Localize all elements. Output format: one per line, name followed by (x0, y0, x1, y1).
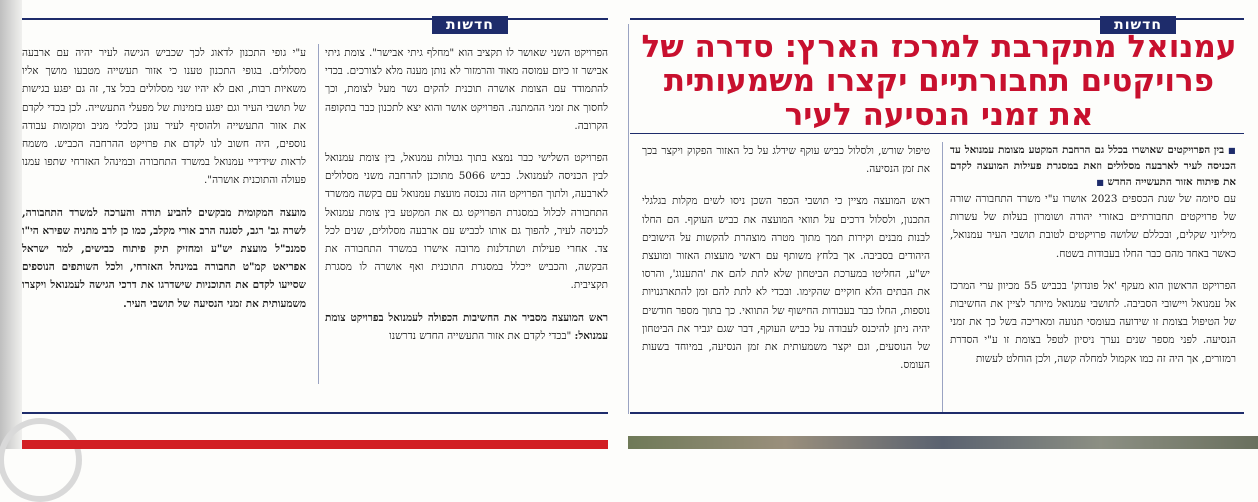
corner-stamp-graphic (0, 418, 82, 502)
bullet-icon: ■ (1096, 177, 1104, 187)
column-divider (942, 142, 943, 412)
paragraph: ראש המועצה מציין כי תושבי הכפר השכן ניסו לשים מקלות בגלגלי התכנון, ולסלול דרכים על תוואי המועצה את כביש העוקף. הם החלו לבנות מבנים וקירות תמך מתוך מטרה מוצהרת להקשות על הישובים היהודים בסביבה. אך בלחץ משותף עם ראשי מועצות האזור ומועצת יש"ע, החליטו במערכת הביטחון שלא לתת להם את 'התענוג', והרסו את הבתים הלא חוקיים שהקימו. ובכדי לא לתת להם זמן להתארגנויות נוספות, החלו כבר בעבודות החישוף של התוואי. כך בתוך מספר חודשים יהיה ניתן להיכנס לעבודה על כביש העוקף, דבר שגם יגביר את הביטחון של הנוסעים, וגם יקצר משמעותית את זמן הנסיעה, במיוחד בשעות העומס. (642, 195, 930, 372)
bottom-rule-right (630, 412, 1244, 414)
page-edge-shadow (0, 0, 22, 449)
next-article-banner (22, 440, 608, 449)
column-divider (628, 24, 629, 414)
section-tag-news-right: חדשות (1100, 16, 1176, 34)
lead-text: בין הפרויקטים שאושרו בכלל גם הרחבת המקטע מצומת עמנואל עד הכניסה לעיר לארבעה מסלולים וזאת במסגרת פעילות המועצה לקדם את פיתוח אזור התעשייה החדש (950, 144, 1236, 188)
article-column-4 (22, 44, 306, 327)
paragraph: טיפול שורש, ולסלול כביש עוקף שידלג על כל האזור הפקוק ויקצר בכך את זמן הנסיעה. (642, 145, 930, 176)
column-divider (318, 44, 319, 384)
article-column-2 (642, 142, 930, 388)
top-rule-left (22, 18, 608, 20)
article-column-1 (950, 190, 1236, 382)
bottom-rule-left (22, 412, 608, 414)
bullet-icon: ■ (1228, 145, 1236, 155)
section-tag-news-left: חדשות (432, 16, 508, 34)
paragraph: ע"י גופי התכנון לדאוג לכך שכביש הגישה לעיר יהיה עם ארבעה מסלולים. בגופי התכנון טענו כי אזור תעשייה מטבעו מושך אליו משאיות רבות, ואם לא יהיו שני מסלולים בכל צד, זה גם יפגע בגישות של תושבי העיר וגם יפגע בזמינות של מפעלי התעשייה. לכן בכדי לקדם את אזור התעשייה ולהוסיף לעיר עוגן כלכלי מניב ומקומות עבודה נוספים, היה חשוב לנו לקדם את פרויקט ההרחבה הכביש. משמח לראות שידידיי עמנואל במשרד התחבורה ובמינהל האזרחי שתפו עמנו פעולה והתוכנית אושרה". (22, 47, 306, 187)
aerial-photo (628, 436, 1258, 449)
article-lead (950, 142, 1236, 190)
paragraph-text: "בכדי לקדם את אזור התעשייה החדש נדרשנו (389, 329, 575, 342)
paragraph: עם סיומה של שנת הכספים 2023 אושרו ע"י משרד התחבורה שורה של פרויקטים תחבורתיים באזורי יהודה ושומרון בעלות של עשרות מיליוני שקלים, ובכללם שלושה פרויקטים לטובת תושבי העיר עמנואל, כאשר באחד מהם כבר החלו בעבודות בשטח. (950, 193, 1236, 260)
paragraph: הפרויקט השלישי כבר נמצא בתוך גבולות עמנואל, בין צומת עמנואל לבין הכניסה לעמנואל. כביש 5066 מתוכנן להרחבה משני מסלולים לארבעה, ולתוך הפרויקט הזה נכנסה מועצת עמנואל עם בקשה ממשרד התחבורה לכלול במסגרת הפרויקט גם את המקטע בין צומת עמנואל לכניסה לעיר, להפוך גם אותו לכביש עם ארבעה מסלולים, שנים לכל צד. אחרי פעילות ושתדלנות מרובה אישרו במשרד התחבורה את הבקשה, והכביש ייכלל במסגרת התוכנית ואף אושרה לו מסגרת תקציבית. (325, 152, 608, 292)
paragraph: הפרויקט הראשון הוא מעקף 'אל פונדוק' בכביש 55 מכיוון ערי המרכז אל עמנואל ויישובי הסביבה. לתושבי עמנואל מיותר לציין את החשיבות של הטיפול בצומת זו שידועה בעומסי תנועה ומאריכה בשל כך את זמני הנסיעה. לפני מספר שנים נערך ניסיון לטפל בצומת זו ע"י הסדרת רמזורים, אך היה זה כמו אקמול למחלה קשה, ולכן הוחלט לעשות (950, 279, 1236, 365)
bold-intro: ראש המועצה מסביר את החשיבות הכפולה לעמנואל בפרויקט צומת עמנואל: (325, 311, 608, 342)
paragraph (325, 309, 608, 345)
article-column-3 (325, 44, 608, 359)
headline-rule (630, 133, 1244, 134)
thanks-paragraph: מועצה המקומית מבקשים להביע תודה והערכה למשרד התחבורה, לשרה גב' רגב, לסגנה הרב אורי מקלב, כמו כן לרב מתניה שפירא הי"ו סמנכ"ל מועצת יש"ע ומחזיק תיק פיתוח כבישים, למר ישראל אפריאט קמ"ט תחבורה במינהל האזרחי, ולכל השותפים הנוספים שסייעו לקדם את התוכניות שישדרגו את דרכי הגישה לעמנואל ויקצרו משמעותית את זמני הנסיעה של תושבי העיר. (22, 206, 306, 310)
article-headline: עמנואל מתקרבת למרכז הארץ: סדרה של פרויקטים תחבורתיים יקצרו משמעותית את זמני הנסיעה לעיר (641, 29, 1237, 133)
paragraph: הפרויקט השני שאושר לו תקציב הוא "מחלף גיתי אבישר". צומת גיתי אבישר זו כיום עמוסה מאוד והרמזור לא נותן מענה מלא לצורכים. בכדי להתמודד עם הצומת אושרה תוכנית להקים גשר מעל לצומת, וכך לחסוך את זמני ההמתנה. הפרויקט אושר והוא יצא לתכנון כבר בתקופה הקרובה. (325, 47, 608, 132)
